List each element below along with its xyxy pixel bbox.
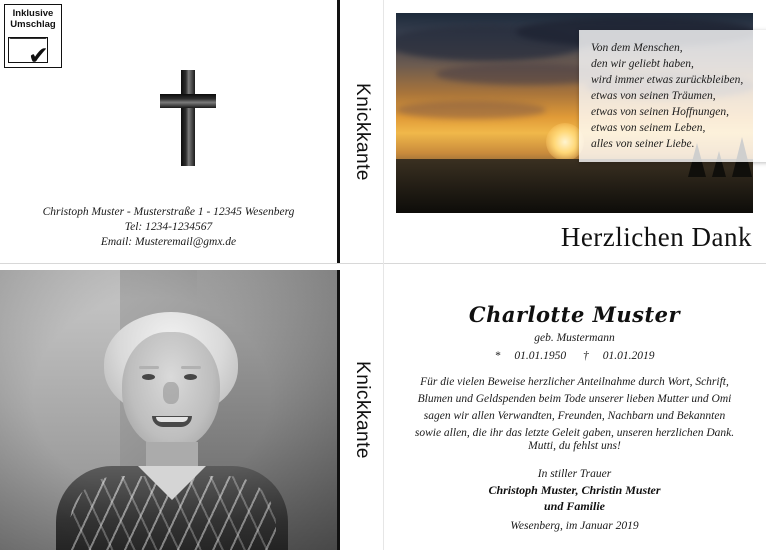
- thank-you-headline: Herzlichen Dank: [560, 222, 752, 252]
- badge-line-1: Inklusive: [12, 8, 54, 19]
- quote-line-2: den wir geliebt haben,: [591, 58, 694, 70]
- birth-symbol: *: [494, 350, 501, 362]
- fold-edge-top: [337, 0, 383, 264]
- personal-note: Mutti, du fehlst uns!: [528, 440, 621, 452]
- fold-edge-label-top: Knickkante: [351, 83, 373, 181]
- birth-date: 01.01.1950: [514, 350, 567, 362]
- life-dates: [383, 350, 766, 362]
- address-line-2: Tel: 1234-1234567: [124, 221, 213, 233]
- sender-address-block: [0, 205, 337, 250]
- maiden-name: geb. Mustermann: [534, 332, 615, 344]
- quote-line-7: alles von seiner Liebe.: [591, 138, 695, 150]
- place-and-date: Wesenberg, im Januar 2019: [510, 520, 639, 532]
- inclusive-envelope-badge: [4, 4, 62, 68]
- gratitude-line-4: sowie allen, die ihr das letzte Geleit gaben, unseren herzlichen Dank.: [414, 427, 735, 439]
- badge-line-2: Umschlag: [10, 19, 56, 30]
- fold-edge-bottom: [337, 270, 383, 550]
- quote-line-3: wird immer etwas zurückbleiben,: [591, 74, 744, 86]
- family-line-2: und Familie: [543, 499, 605, 513]
- death-symbol: †: [582, 350, 589, 362]
- quote-line-6: etwas von seinem Leben,: [591, 122, 706, 134]
- quote-line-5: etwas von seinen Hoffnungen,: [591, 106, 729, 118]
- address-line-3: Email: Musteremail@gmx.de: [100, 236, 237, 248]
- envelope-check-icon: [8, 33, 58, 70]
- quote-line-4: etwas von seinen Träumen,: [591, 90, 716, 102]
- card-portrait-panel: [0, 270, 383, 550]
- memorial-quote: [579, 30, 766, 162]
- gratitude-line-1: Für die vielen Beweise herzlicher Anteilnahme durch Wort, Schrift,: [420, 376, 729, 388]
- deceased-name: Charlotte Muster: [468, 302, 681, 327]
- death-date: 01.01.2019: [602, 350, 655, 362]
- gratitude-line-3: sagen wir allen Verwandten, Freunden, Nachbarn und Bekannten: [423, 410, 726, 422]
- address-line-1: Christoph Muster - Musterstraße 1 - 12345 Wesenberg: [42, 206, 295, 218]
- card-memorial-text-panel: [383, 270, 766, 550]
- fold-edge-label-bottom: Knickkante: [351, 361, 373, 459]
- gratitude-text: [411, 374, 738, 442]
- gratitude-line-2: Blumen und Geldspenden beim Tode unserer lieben Mutter und Omi: [417, 393, 732, 405]
- card-front-panel: [0, 0, 383, 264]
- portrait-photo: [0, 270, 337, 550]
- family-line-1: Christoph Muster, Christin Muster: [488, 483, 661, 497]
- family-names: [383, 482, 766, 514]
- christian-cross-icon: [160, 70, 216, 166]
- vertical-divider: [383, 0, 384, 550]
- quote-line-1: Von dem Menschen,: [591, 42, 683, 54]
- mourning-label: In stiller Trauer: [537, 468, 612, 480]
- card-back-panel: [383, 0, 766, 264]
- check-icon: ✔: [28, 41, 49, 70]
